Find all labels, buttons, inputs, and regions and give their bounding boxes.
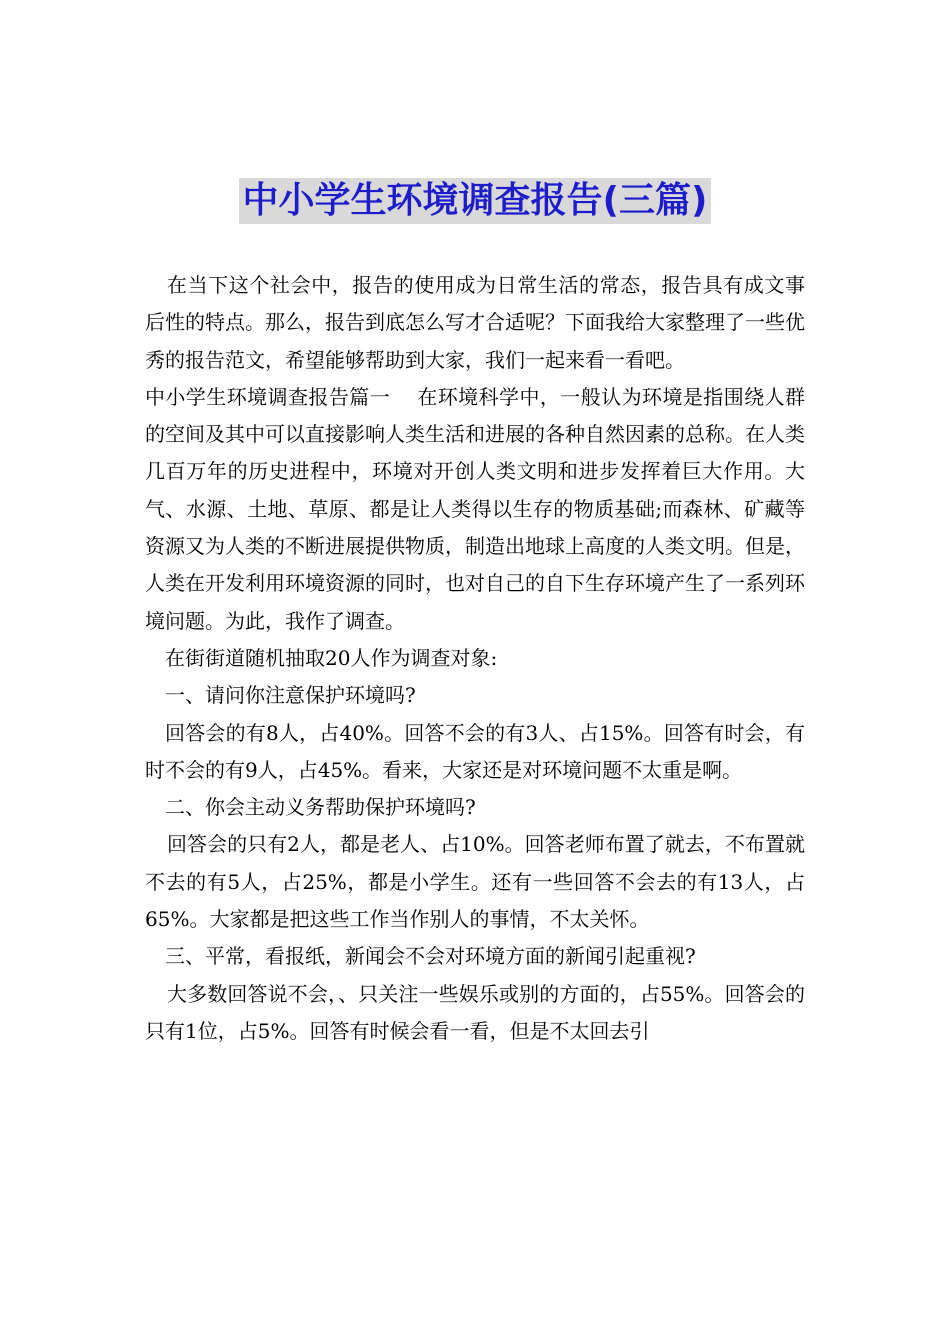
document-body xyxy=(145,267,805,1050)
answer-two: 回答会的只有2人，都是老人、占10%。回答老师布置了就去，不布置就不去的有5人，占25%，都是小学生。还有一些回答不会去的有13人，占65%。大家都是把这些工作当作别人的事情，不太关怀。 xyxy=(145,832,805,932)
section-one-paragraph: 中小学生环境调查报告篇一 在环境科学中，一般认为环境是指围绕人群的空间及其中可以直接影响人类生活和进展的各种自然因素的总称。在人类几百万年的历史进程中，环境对开创人类文明和进步发挥着巨大作用。大气、水源、土地、草原、都是让人类得以生存的物质基础;而森林、矿藏等资源又为人类的不断进展提供物质，制造出地球上高度的人类文明。但是，人类在开发利用环境资源的同时，也对自己的自下生存环境产生了一系列环境问题。为此，我作了调查。 xyxy=(145,384,805,633)
intro-paragraph: 在当下这个社会中，报告的使用成为日常生活的常态，报告具有成文事后性的特点。那么，报告到底怎么写才合适呢？下面我给大家整理了一些优秀的报告范文，希望能够帮助到大家，我们一起来看一看吧。 xyxy=(145,273,805,372)
title-container xyxy=(0,178,950,224)
document-title: 中小学生环境调查报告(三篇) xyxy=(239,178,712,224)
answer-three: 大多数回答说不会，、只关注一些娱乐或别的方面的，占55%。回答会的只有1位，占5%。回答有时候会看一看，但是不太回去引 xyxy=(145,981,805,1043)
question-three: 三、平常，看报纸，新闻会不会对环境方面的新闻引起重视? xyxy=(165,944,696,969)
answer-one: 回答会的有8人，占40%。回答不会的有3人、占15%。回答有时会，有时不会的有9人，占45%。看来，大家还是对环境问题不太重是啊。 xyxy=(145,720,805,782)
question-one: 一、请问你注意保护环境吗? xyxy=(165,683,416,708)
survey-intro-paragraph: 在街街道随机抽取20人作为调查对象: xyxy=(165,645,498,670)
question-two: 二、你会主动义务帮助保护环境吗? xyxy=(165,795,476,820)
